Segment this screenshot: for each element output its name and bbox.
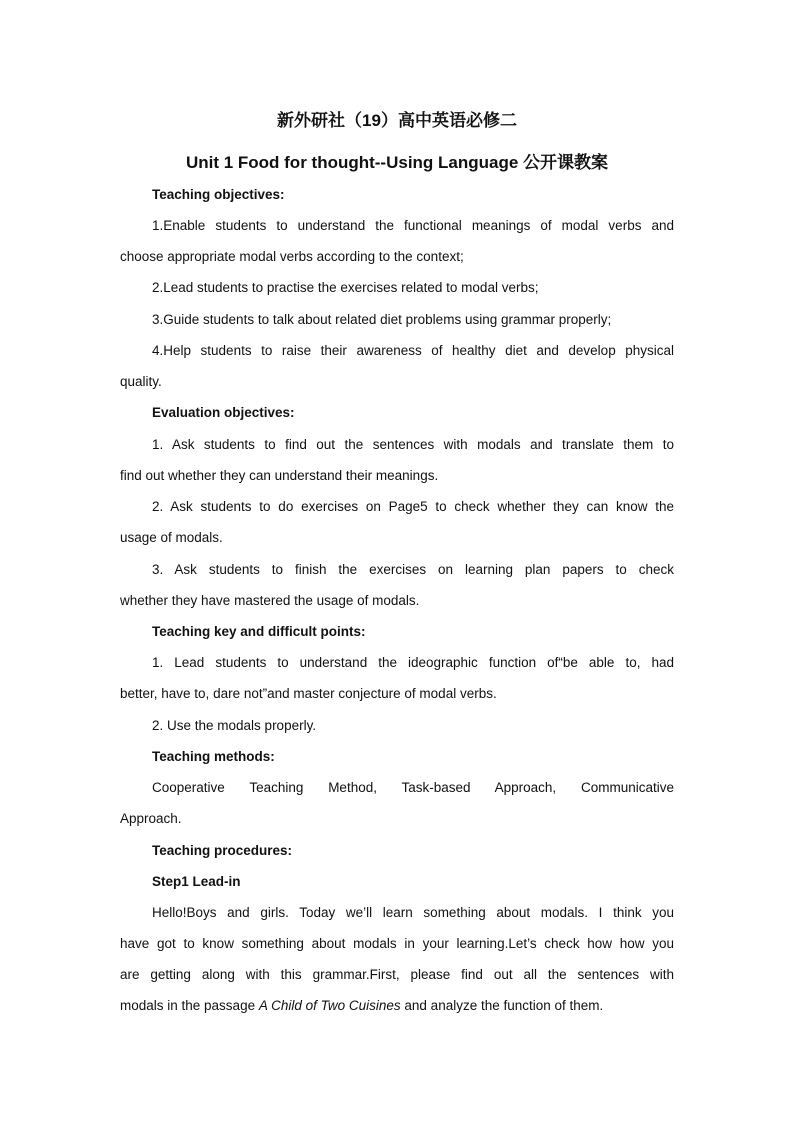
evaluation-2-line-a: 2. Ask students to do exercises on Page5 to check whether they can know the xyxy=(152,499,674,514)
evaluation-3-line-a: 3. Ask students to finish the exercises on learning plan papers to check xyxy=(152,562,674,577)
evaluation-heading: Evaluation objectives: xyxy=(152,405,295,420)
procedures-heading: Teaching procedures: xyxy=(152,843,293,858)
step1-para-line-d xyxy=(120,997,674,1015)
objectives-heading: Teaching objectives: xyxy=(152,187,285,202)
methods-line-a: Cooperative Teaching Method, Task-based Approach, Communicative xyxy=(152,780,674,795)
step1-heading: Step1 Lead-in xyxy=(152,874,241,889)
objective-4-line-a: 4.Help students to raise their awareness of healthy diet and develop physical xyxy=(152,343,674,358)
step1-para-line-b: have got to know something about modals in your learning.Let’s check how how you xyxy=(120,936,674,951)
step1-para-line-d-post: and analyze the function of them. xyxy=(400,998,604,1013)
methods-line-b: Approach. xyxy=(120,811,182,826)
key-points-heading: Teaching key and difficult points: xyxy=(152,624,366,639)
step1-para-line-c: are getting along with this grammar.First, please find out all the sentences with xyxy=(120,967,674,982)
title-chinese: 新外研社（19）高中英语必修二 xyxy=(277,111,517,130)
objective-2: 2.Lead students to practise the exercises related to modal verbs; xyxy=(152,280,539,295)
title-english: Unit 1 Food for thought--Using Language 公开课教案 xyxy=(185,153,609,172)
objective-4-line-b: quality. xyxy=(120,374,162,389)
evaluation-1-line-b: find out whether they can understand their meanings. xyxy=(120,468,439,483)
step1-para-line-a: Hello!Boys and girls. Today we’ll learn something about modals. I think you xyxy=(152,905,674,920)
key-point-2: 2. Use the modals properly. xyxy=(152,718,317,733)
objective-3: 3.Guide students to talk about related diet problems using grammar properly; xyxy=(152,312,612,327)
objective-1-line-a: 1.Enable students to understand the functional meanings of modal verbs and xyxy=(152,218,674,233)
objective-1-line-b: choose appropriate modal verbs according to the context; xyxy=(120,249,464,264)
evaluation-3-line-b: whether they have mastered the usage of modals. xyxy=(120,593,420,608)
evaluation-2-line-b: usage of modals. xyxy=(120,530,223,545)
step1-para-line-d-pre: modals in the passage xyxy=(120,998,259,1013)
evaluation-1-line-a: 1. Ask students to find out the sentences with modals and translate them to xyxy=(152,437,674,452)
passage-title: A Child of Two Cuisines xyxy=(258,998,401,1013)
methods-heading: Teaching methods: xyxy=(152,749,275,764)
key-point-1-line-a: 1. Lead students to understand the ideographic function of“be able to, had xyxy=(152,655,674,670)
key-point-1-line-b: better, have to, dare not”and master conjecture of modal verbs. xyxy=(120,686,497,701)
